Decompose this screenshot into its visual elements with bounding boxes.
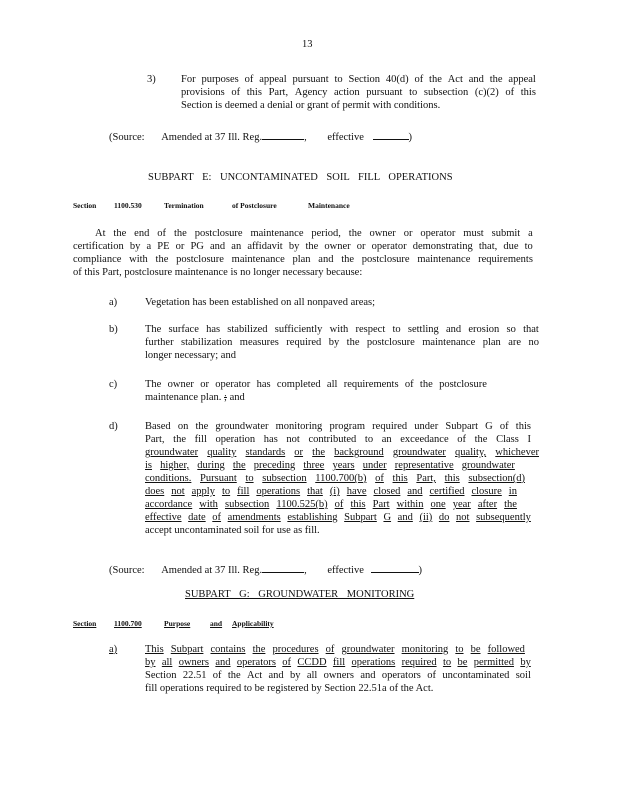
reg-blank (262, 561, 304, 573)
source-amended: Amended at 37 Ill. Reg. (161, 132, 263, 143)
item-c-last-start: maintenance plan. (145, 392, 222, 403)
item-d-marker: d) (109, 421, 118, 432)
section-530-label: Section (73, 201, 97, 210)
subpart-e-heading: SUBPART E: UNCONTAMINATED SOIL FILL OPERATIONS (148, 172, 453, 183)
source-comma: , (304, 565, 307, 576)
item-d-underlined-line: effective date of amendments establishing Subpart G and (ii) do not subsequently (145, 512, 531, 523)
section-700-title-2: and (210, 619, 223, 628)
item-d-underlined-line: conditions. Pursuant to subsection 1100.700(b) of this Part, this subsection(d) (145, 473, 525, 484)
item-d-underlined-line: groundwater quality standards or the background groundwater quality, whichever (145, 447, 539, 458)
item-3-line: For purposes of appeal pursuant to Section 40(d) of the Act and the appeal (181, 74, 536, 85)
effective-blank (373, 128, 409, 140)
item-d-line: Based on the groundwater monitoring program required under Subpart G of this (145, 421, 531, 432)
item-700a-line: by all owners and operators of CCDD fill operations required to be permitted by (145, 657, 531, 668)
source-prefix: (Source: (109, 565, 145, 576)
item-700a-text (145, 643, 531, 695)
item-c-strikethrough: ; (224, 392, 227, 403)
intro-paragraph (73, 227, 533, 279)
source-note-2 (109, 561, 422, 577)
item-b-text (145, 323, 539, 362)
source-close: ) (418, 565, 423, 576)
item-d-line: Part, the fill operation has not contributed to an exceedance of the Class I (145, 434, 531, 445)
section-700-title-1: Purpose (164, 619, 191, 628)
item-d-underlined-line: is higher, during the preceding three years under representative groundwater (145, 460, 515, 471)
item-b-line: longer necessary; and (145, 350, 236, 361)
item-b-line: The surface has stabilized sufficiently with respect to settling and erosion so that (145, 324, 539, 335)
item-3-line: Section is deemed a denial or grant of permit with conditions. (181, 100, 441, 111)
item-d-underlined-line: accordance with subsection 1100.525(b) of this Part within one year after the (145, 499, 517, 510)
source-note-1 (109, 128, 412, 144)
item-3-text (181, 73, 536, 112)
item-700a-marker: a) (109, 644, 118, 655)
item-d-text (145, 420, 539, 537)
section-700-number: 1100.700 (114, 619, 142, 628)
item-c-line-last (145, 391, 487, 404)
section-700-title-3: Applicability (232, 619, 274, 628)
item-c-text (145, 378, 487, 404)
item-a-marker: a) (109, 297, 118, 308)
intro-line: compliance with the postclosure maintenance plan and the postclosure maintenance requirements (73, 254, 533, 265)
effective-blank (371, 561, 419, 573)
item-b-line: further stabilization measures required by the postclosure maintenance plan are no (145, 337, 539, 348)
item-d-underlined-line: does not apply to fill operations that (i) have closed and certified closure in (145, 486, 517, 497)
page-number: 13 (302, 39, 313, 50)
section-530-title-2: of Postclosure (232, 201, 277, 210)
section-530-title-1: Termination (164, 201, 204, 210)
intro-line: certification by a PE or PG and an affidavit by the owner or operator demonstrating that, due to (73, 241, 533, 252)
source-prefix: (Source: (109, 132, 145, 143)
item-c-last-end: and (229, 392, 245, 403)
item-c-line: The owner or operator has completed all requirements of the postclosure (145, 379, 487, 390)
item-700a-line: Section 22.51 of the Act and by all owners and operators of uncontaminated soil (145, 670, 531, 681)
source-effective: effective (327, 565, 364, 576)
section-530-title-3: Maintenance (308, 201, 350, 210)
item-b-marker: b) (109, 324, 118, 335)
item-d-last-line: accept uncontaminated soil for use as fill. (145, 525, 320, 536)
section-530-number: 1100.530 (114, 201, 142, 210)
source-close: ) (408, 132, 413, 143)
intro-line: At the end of the postclosure maintenance period, the owner or operator must submit a (95, 228, 533, 239)
item-3-marker: 3) (147, 74, 156, 85)
item-3-line: provisions of this Part, Agency action pursuant to subsection (c)(2) of this (181, 87, 536, 98)
source-amended: Amended at 37 Ill. Reg. (161, 565, 263, 576)
item-700a-line: This Subpart contains the procedures of groundwater monitoring to be followed (145, 644, 525, 655)
item-a-text: Vegetation has been established on all nonpaved areas; (145, 297, 376, 308)
item-700a-line: fill operations required to be registered by Section 22.51a of the Act. (145, 683, 434, 694)
item-c-marker: c) (109, 379, 118, 390)
source-comma: , (304, 132, 307, 143)
source-effective: effective (327, 132, 364, 143)
reg-blank (262, 128, 304, 140)
subpart-g-heading: SUBPART G: GROUNDWATER MONITORING (185, 589, 415, 600)
section-700-label: Section (73, 619, 97, 628)
intro-line: of this Part, postclosure maintenance is no longer necessary because: (73, 267, 363, 278)
